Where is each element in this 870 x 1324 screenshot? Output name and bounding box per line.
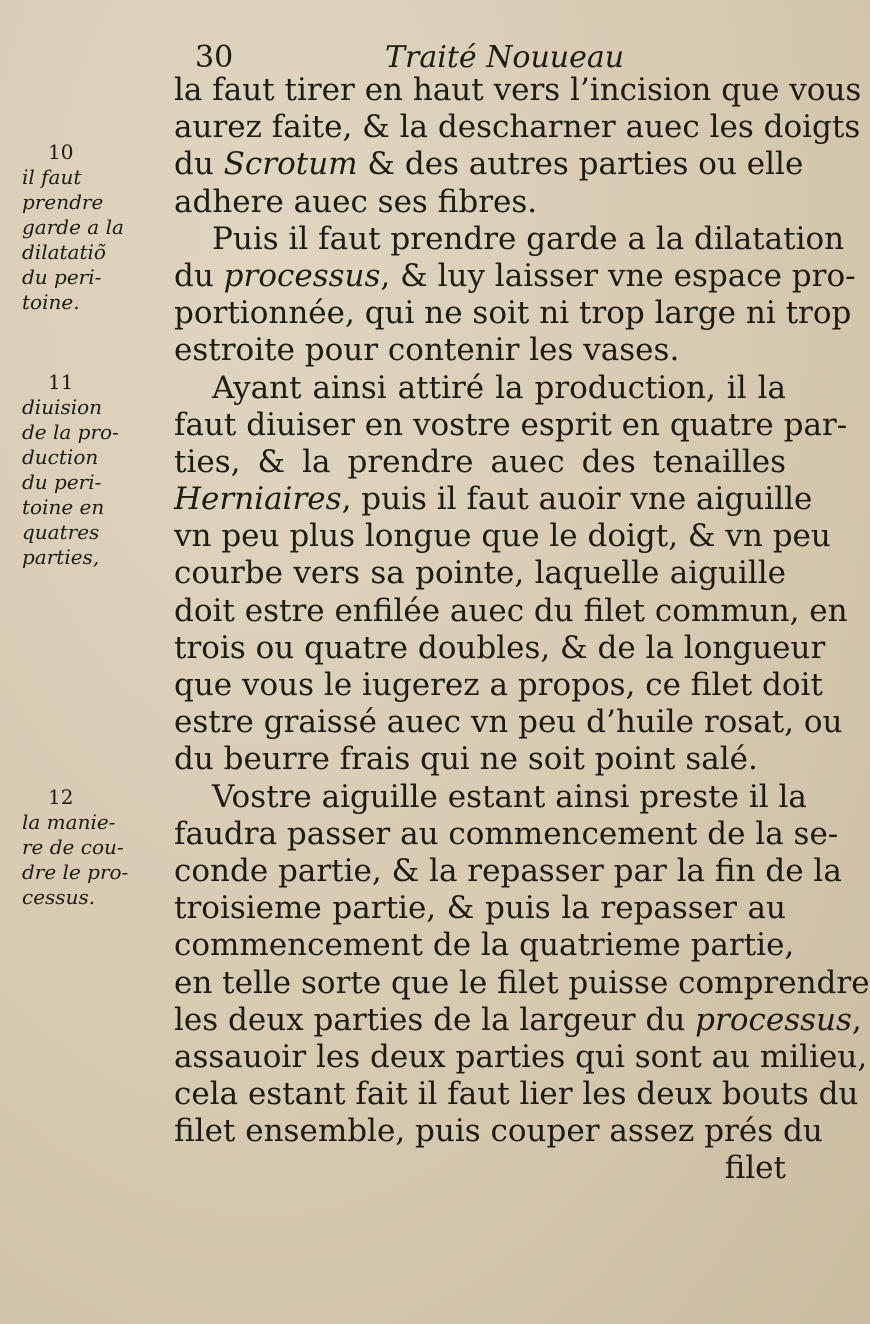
text-line: aurez faite, & la descharner auec les doigts: [174, 109, 861, 146]
margin-note-line: diuision: [22, 395, 103, 419]
body-text: [174, 72, 870, 1188]
text-line: les deux parties de la largeur du processus,: [174, 1001, 862, 1038]
text-line: Ayant ainsi attiré la production, il la: [212, 369, 786, 406]
text-line: troisieme partie, & puis la repasser au: [174, 890, 786, 927]
margin-note-line: de la pro-: [22, 420, 119, 444]
margin-note-line: du peri-: [22, 470, 102, 494]
text-line: doit estre enfilée auec du filet commun, en: [174, 592, 848, 629]
text-line: estroite pour contenir les vases.: [174, 332, 680, 369]
text-line: filet: [724, 1150, 786, 1187]
margin-note-line: cessus.: [22, 885, 96, 909]
text-line: estre graissé auec vn peu d’huile rosat, ou: [174, 704, 843, 741]
text-line: du beurre frais qui ne soit point salé.: [174, 741, 758, 778]
text-line: conde partie, & la repasser par la fin de la: [174, 852, 842, 889]
margin-note-line: garde a la: [22, 215, 124, 239]
margin-note-number: 10: [48, 140, 74, 164]
margin-note-line: toine.: [22, 290, 80, 314]
running-title: Traité Nouueau: [385, 40, 625, 75]
text-line: Herniaires, puis il faut auoir vne aiguille: [174, 481, 813, 518]
text-line: adhere auec ses fibres.: [174, 183, 538, 220]
margin-note-line: duction: [22, 445, 99, 469]
margin-note-line: dilatatiõ: [22, 240, 106, 264]
text-line: commencement de la quatrieme partie,: [174, 927, 795, 964]
margin-note-number: 11: [48, 370, 74, 394]
text-line: vn peu plus longue que le doigt, & vn peu: [174, 518, 831, 555]
text-line: portionnée, qui ne soit ni trop large ni trop: [174, 295, 852, 332]
margin-note-line: toine en: [22, 495, 105, 519]
margin-note-line: il faut: [22, 165, 82, 189]
text-line: Puis il faut prendre garde a la dilatation: [212, 220, 845, 257]
margin-note-line: la manie-: [22, 810, 116, 834]
margin-note-line: du peri-: [22, 265, 102, 289]
margin-note-number: 12: [48, 785, 74, 809]
margin-note-line: dre le pro-: [22, 860, 129, 884]
text-line: faudra passer au commencement de la se-: [174, 815, 839, 852]
margin-note-line: prendre: [22, 190, 104, 214]
text-line: que vous le iugerez a propos, ce filet doit: [174, 667, 823, 703]
text-line: trois ou quatre doubles, & de la longueur: [174, 629, 826, 666]
text-line: courbe vers sa pointe, laquelle aiguille: [174, 555, 786, 592]
page-number: 30: [195, 40, 234, 75]
text-line: filet ensemble, puis couper assez prés du: [174, 1113, 823, 1150]
text-line: du Scrotum & des autres parties ou elle: [174, 146, 804, 183]
margin-note-12: [22, 785, 172, 910]
text-line: Vostre aiguille estant ainsi preste il la: [212, 778, 807, 815]
text-line: du processus, & luy laisser vne espace pro-: [174, 257, 856, 294]
margin-note-line: re de cou-: [22, 835, 124, 859]
margin-note-line: quatres: [22, 520, 100, 544]
margin-note-11: [22, 370, 172, 570]
margin-note-line: parties,: [22, 545, 100, 569]
text-line: en telle sorte que le filet puisse comprendre: [174, 964, 870, 1001]
text-line: faut diuiser en vostre esprit en quatre par-: [174, 406, 848, 443]
margin-note-10: [22, 140, 172, 315]
text-line: ties, & la prendre auec des tenailles: [174, 443, 786, 480]
text-line: assauoir les deux parties qui sont au milieu,: [174, 1038, 868, 1075]
text-line: cela estant fait il faut lier les deux bouts du: [174, 1076, 859, 1113]
text-line: la faut tirer en haut vers l’incision que vous: [174, 72, 862, 108]
